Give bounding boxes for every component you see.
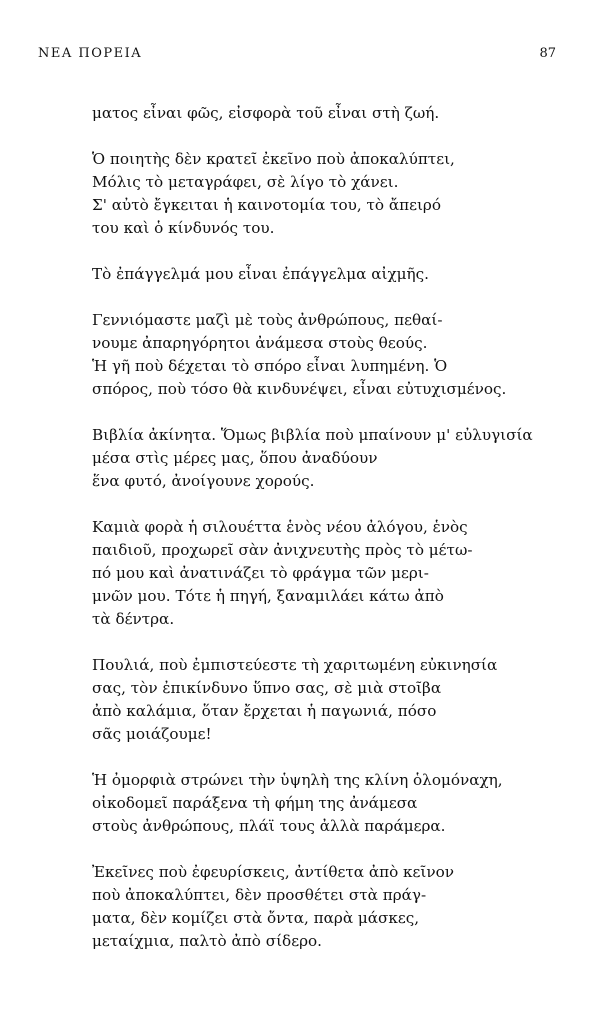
verse-line: παιδιοῦ, προχωρεῖ σὰν ἀνιχνευτὴς πρὸς τὸ μέτω- [92,541,473,559]
verse-line: στοὺς ἀνθρώπους, πλάϊ τους ἀλλὰ παράμερα. [92,817,446,835]
stanza [92,861,572,953]
verse-line: Ἡ γῆ ποὺ δέχεται τὸ σπόρο εἶναι λυπημένη. Ὁ [92,357,448,375]
verse-line: τὰ δέντρα. [92,610,175,628]
verse-line: Καμιὰ φορὰ ἡ σιλουέττα ἑνὸς νέου ἀλόγου, ἑνὸς [92,518,468,536]
stanza [92,516,572,631]
verse-line: ἕνα φυτό, ἀνοίγουνε χορούς. [92,472,315,490]
stanza [92,769,572,838]
stanza [92,309,572,401]
verse-line: σας, τὸν ἐπικίνδυνο ὕπνο σας, σὲ μιὰ στοῖβα [92,679,442,697]
verse-line: Σ' αὐτὸ ἔγκειται ἡ καινοτομία του, τὸ ἄπειρό [92,196,441,214]
verse-line: μεταίχμια, παλτὸ ἀπὸ σίδερο. [92,932,322,950]
verse-line: μνῶν μου. Τότε ἡ πηγή, ξαναμιλάει κάτω ἀπὸ [92,587,444,605]
poem-body [92,102,572,976]
stanza [92,148,572,240]
stanza [92,102,572,125]
verse-line: νουμε ἀπαρηγόρητοι ἀνάμεσα στοὺς θεούς. [92,334,428,352]
verse-line: Μόλις τὸ μεταγράφει, σὲ λίγο τὸ χάνει. [92,173,399,191]
verse-line: Βιβλία ἀκίνητα. Ὅμως βιβλία ποὺ μπαίνουν μ' εὐλυγισία [92,426,533,444]
verse-line: σᾶς μοιάζουμε! [92,725,212,743]
verse-line: ποὺ ἀποκαλύπτει, δὲν προσθέτει στὰ πράγ- [92,886,427,904]
stanza [92,263,572,286]
stanza [92,424,572,493]
verse-line: οἰκοδομεῖ παράξενα τὴ φήμη της ἀνάμεσα [92,794,418,812]
verse-line: σπόρος, ποὺ τόσο θὰ κινδυνέψει, εἶναι εὐτυχισμένος. [92,380,507,398]
verse-line: Πουλιά, ποὺ ἐμπιστεύεστε τὴ χαριτωμένη εὐκινησία [92,656,498,674]
verse-line: πό μου καὶ ἀνατινάζει τὸ φράγμα τῶν μερι- [92,564,429,582]
page-number: 87 [539,46,556,61]
stanza [92,654,572,746]
verse-line: Ἐκεῖνες ποὺ ἐφευρίσκεις, ἀντίθετα ἀπὸ κεῖνον [92,863,454,881]
running-head: ΝΕΑ ΠΟΡΕΙΑ [38,46,143,61]
verse-line: Τὸ ἐπάγγελμά μου εἶναι ἐπάγγελμα αἰχμῆς. [92,265,429,283]
verse-line: του καὶ ὁ κίνδυνός του. [92,219,275,237]
verse-line: Ἡ ὀμορφιὰ στρώνει τὴν ὑψηλὴ της κλίνη ὁλομόναχη, [92,771,503,789]
verse-line: Γεννιόμαστε μαζὶ μὲ τοὺς ἀνθρώπους, πεθαί- [92,311,443,329]
verse-line: μέσα στὶς μέρες μας, ὅπου ἀναδύουν [92,449,378,467]
verse-line: ἀπὸ καλάμια, ὅταν ἔρχεται ἡ παγωνιά, πόσο [92,702,437,720]
verse-line: ματα, δὲν κομίζει στὰ ὄντα, παρὰ μάσκες, [92,909,420,927]
verse-line: ματος εἶναι φῶς, εἰσφορὰ τοῦ εἶναι στὴ ζωή. [92,104,440,122]
verse-line: Ὁ ποιητὴς δὲν κρατεῖ ἐκεῖνο ποὺ ἀποκαλύπτει, [92,150,455,168]
